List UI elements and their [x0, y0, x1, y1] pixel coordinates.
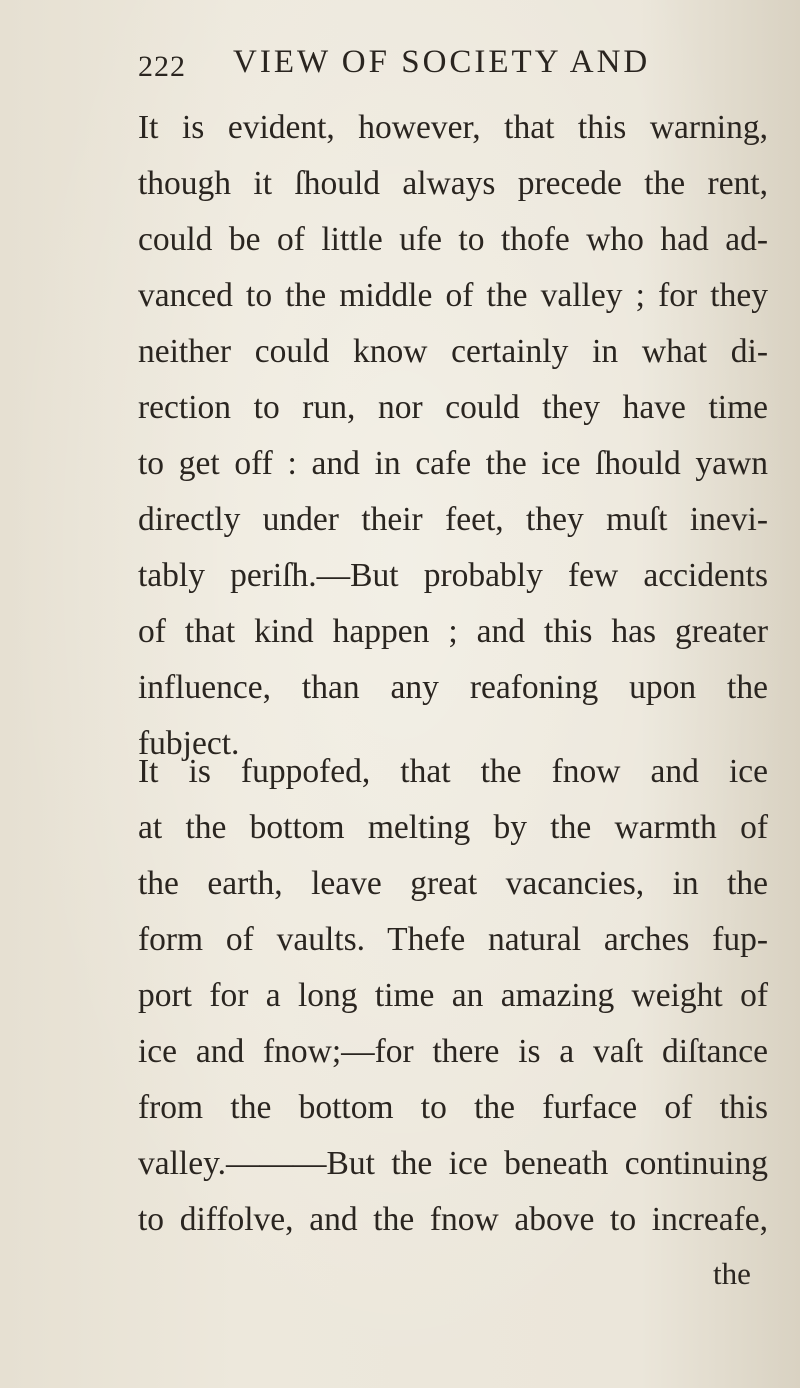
text-line: directly under their feet, they muſt inevi-: [138, 501, 768, 538]
text-line: of that kind happen ; and this has greater: [138, 613, 768, 650]
text-line: influence, than any reafoning upon the: [138, 669, 768, 706]
text-line: It is fuppofed, that the fnow and ice: [138, 753, 768, 790]
page-number: 222: [138, 50, 186, 83]
text-line: could be of little ufe to thofe who had ad-: [138, 221, 768, 258]
text-line: fubject.: [138, 725, 240, 762]
text-line: rection to run, nor could they have time: [138, 389, 768, 426]
text-line: It is evident, however, that this warning,: [138, 109, 768, 146]
text-line: from the bottom to the furface of this: [138, 1089, 768, 1126]
text-line: port for a long time an amazing weight of: [138, 977, 768, 1014]
page-header: [138, 42, 738, 90]
text-line: the earth, leave great vacancies, in the: [138, 865, 768, 902]
text-line: ice and fnow;—for there is a vaſt diſtance: [138, 1033, 768, 1070]
running-head: VIEW OF SOCIETY AND: [233, 44, 651, 80]
text-line: vanced to the middle of the valley ; for they: [138, 277, 768, 314]
text-line: tably periſh.—But probably few accidents: [138, 557, 768, 594]
text-line: valley.———But the ice beneath continuing: [138, 1145, 768, 1182]
text-line: at the bottom melting by the warmth of: [138, 809, 768, 846]
text-line: form of vaults. Thefe natural arches fup-: [138, 921, 768, 958]
text-line: neither could know certainly in what di-: [138, 333, 768, 370]
text-line: though it ſhould always precede the rent,: [138, 165, 768, 202]
text-line: to diffolve, and the fnow above to increafe,: [138, 1201, 768, 1238]
catchword: the: [713, 1256, 751, 1291]
text-line: to get off : and in cafe the ice ſhould yawn: [138, 445, 768, 482]
